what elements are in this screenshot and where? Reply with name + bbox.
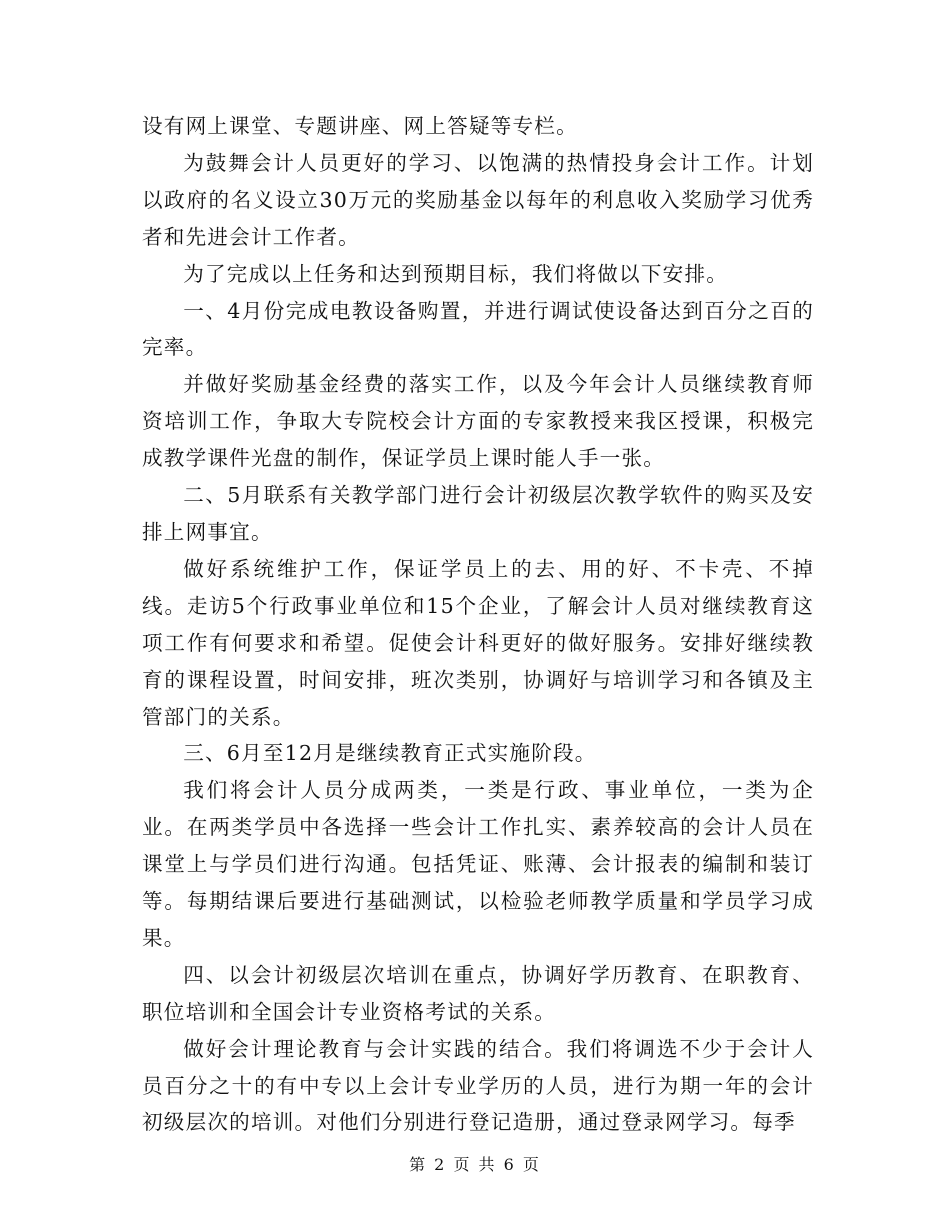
paragraph: 设有网上课堂、专题讲座、网上答疑等专栏。 xyxy=(142,114,578,138)
paragraph: 我们将会计人员分成两类，一类是行政、事业单位，一类为企业。在两类学员中各选择一些会计工作扎实、素养较高的会计人员在课堂上与学员们进行沟通。包括凭证、账薄、会计报表的编制和装订等。每期结课后要进行基础测试，以检验老师教学质量和学员学习成果。 xyxy=(142,778,814,950)
paragraph: 三、6月至12月是继续教育正式实施阶段。 xyxy=(183,741,597,766)
paragraph: 二、5月联系有关教学部门进行会计初级层次教学软件的购买及安排上网事宜。 xyxy=(142,483,814,544)
paragraph: 做好会计理论教育与会计实践的结合。我们将调选不少于会计人员百分之十的有中专以上会计专业学历的人员，进行为期一年的会计初级层次的培训。对他们分别进行登记造册，通过登录网学习。每季 xyxy=(142,1036,814,1135)
paragraph: 做好系统维护工作，保证学员上的去、用的好、不卡壳、不掉线。走访5个行政事业单位和15个企业，了解会计人员对继续教育这项工作有何要求和希望。促使会计科更好的做好服务。安排好继续教育的课程设置，时间安排，班次类别，协调好与培训学习和各镇及主管部门的关系。 xyxy=(142,556,814,729)
paragraph: 四、以会计初级层次培训在重点，协调好学历教育、在职教育、职位培训和全国会计专业资格考试的关系。 xyxy=(142,962,814,1024)
page-number-footer: 第 2 页 共 6 页 xyxy=(409,1155,541,1174)
document-body xyxy=(142,108,814,1141)
paragraph: 一、4月份完成电教设备购置，并进行调试使设备达到百分之百的完率。 xyxy=(142,298,814,360)
paragraph: 并做好奖励基金经费的落实工作，以及今年会计人员继续教育师资培训工作，争取大专院校会计方面的专家教授来我区授课，积极完成教学课件光盘的制作，保证学员上课时能人手一张。 xyxy=(142,372,814,471)
paragraph: 为鼓舞会计人员更好的学习、以饱满的热情投身会计工作。计划以政府的名义设立30万元的奖励基金以每年的利息收入奖励学习优秀者和先进会计工作者。 xyxy=(142,150,814,249)
paragraph: 为了完成以上任务和达到预期目标，我们将做以下安排。 xyxy=(183,261,729,286)
